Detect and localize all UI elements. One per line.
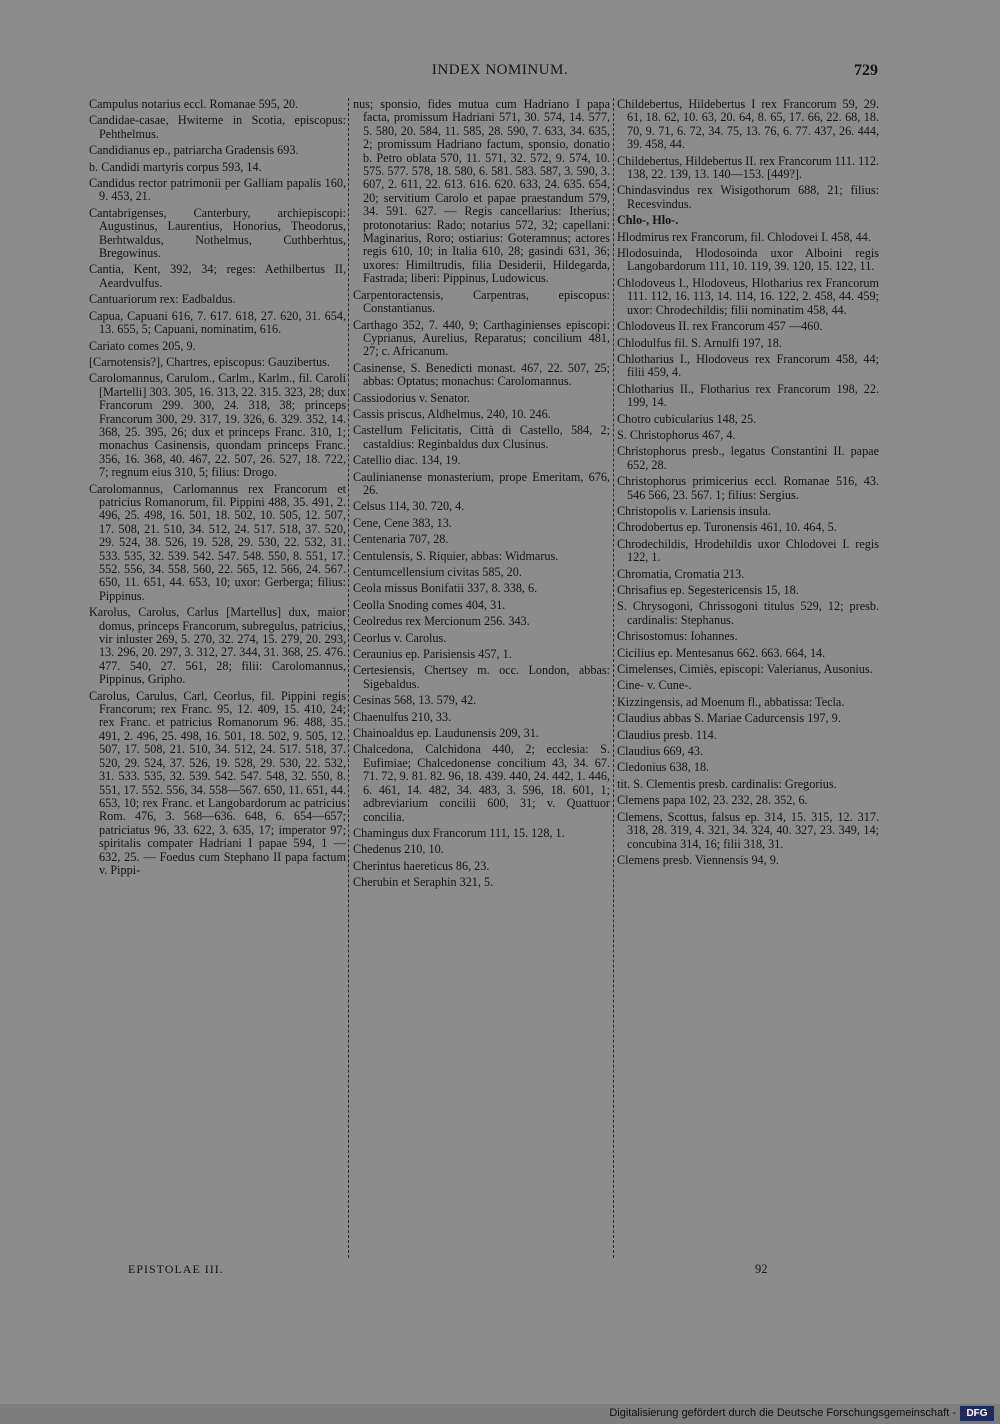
index-entry: Cassiodorius v. Senator. <box>353 390 471 405</box>
index-entry: Chlo-, Hlo-. <box>617 213 679 228</box>
index-entry: Cherubin et Seraphin 321, 5. <box>353 875 494 890</box>
column-divider <box>613 98 614 1258</box>
index-entry: Campulus notarius eccl. Romanae 595, 20. <box>89 97 299 111</box>
index-entry: Claudius presb. 114. <box>617 727 717 742</box>
index-entry: Cantuariorum rex: Eadbaldus. <box>89 292 236 307</box>
index-entry: Cine- v. Cune-. <box>617 678 692 693</box>
index-entry: Carolus, Carulus, Carl, Ceorlus, fil. Pippini regis Francorum; rex Franc. 95, 12. 409, 15. 410, 24; rex Franc. et patricius Romanorum 96. 488, 35. 491, 2. 496, 25. 498, 16. 501, 18. 502, 9. 505, 12. 507, 17. 508, 21. 510, 34. 512, 24. 517. 518, 37. 520, 29. 524, 37. 526, 19. 528, 29. 530, 22. 532, 31. 533. 535, 32. 539. 542. 547. 548, 32. 550, 8. 551, 17. 552. 556, 34. 558—567. 650, 11. 651, 44. 653, 10; rex Franc. et Langobardorum ac patricius Rom. 476, 3. 568—636. 648, 6. 654—657; patriciatus 96, 33. 622, 3. 635, 17; imperator 97; spiritalis compater Hadriani I papae 594, 1 — 632, 25. — Foedus cum Stephano II papa factum v. Pippi- <box>89 688 346 877</box>
index-entry: Carolomannus, Carlomannus rex Francorum et patricius Romanorum, fil. Pippini 488, 35. 491, 2. 496, 25. 498, 16. 501, 18. 502, 10. 505, 12. 507, 17. 508, 21. 510, 34. 512, 24. 517. 518, 37. 520, 29. 524, 38. 526, 19. 528, 29. 530, 22. 532, 31. 533. 535, 32. 539. 542. 547. 548. 550, 8. 551, 17. 552. 556, 34. 558. 560, 22. 565, 12. 566, 24. 567. 650, 11. 651, 44. 653, 10; uxor: Gerberga; filius: Pippinus. <box>89 481 346 603</box>
index-entry: Centenaria 707, 28. <box>353 532 449 547</box>
index-entry: Chamingus dux Francorum 111, 15. 128, 1. <box>353 825 565 840</box>
funding-banner <box>0 1404 1000 1424</box>
index-entry: Caulinianense monasterium, prope Emeritam, 676, 26. <box>353 469 610 497</box>
index-entry: Cesinas 568, 13. 579, 42. <box>353 693 477 708</box>
index-entry: Carthago 352, 7. 440, 9; Carthaginienses episcopi: Cyprianus, Aurelius, Reparatus; concilium 481, 27; c. Africanum. <box>353 317 610 359</box>
index-entry: Ceraunius ep. Parisiensis 457, 1. <box>353 647 512 662</box>
index-entry: Centulensis, S. Riquier, abbas: Widmarus. <box>353 548 559 563</box>
index-entry: Candidus rector patrimonii per Galliam papalis 160, 9. 453, 21. <box>89 176 346 204</box>
index-entry: Chaenulfus 210, 33. <box>353 709 452 724</box>
index-entry: Cicilius ep. Mentesanus 662. 663. 664, 14. <box>617 645 826 660</box>
index-entry: Chlodulfus fil. S. Arnulfi 197, 18. <box>617 335 782 350</box>
index-entry: tit. S. Clementis presb. cardinalis: Gregorius. <box>617 776 837 791</box>
index-column-1 <box>89 98 346 880</box>
index-entry: Kizzingensis, ad Moenum fl., abbatissa: Tecla. <box>617 694 845 709</box>
running-header <box>0 62 1000 82</box>
index-entry: Karolus, Carolus, Carlus [Martellus] dux, maior domus, princeps Francorum, subregulus, patricius, vir inluster 269, 5. 270, 32. 274, 15. 279, 20. 293, 13. 296, 20. 297, 3. 312, 27. 344, 31. 368, 25. 476. 477. 540, 27. 561, 28; filii: Carolomannus, Pippinus, Gripho. <box>89 605 346 687</box>
index-entry: Christopolis v. Lariensis insula. <box>617 503 771 518</box>
index-entry: Castellum Felicitatis, Città di Castello, 584, 2; castaldius: Reginbaldus dux Clusinus. <box>353 423 610 451</box>
index-entry: nus; sponsio, fides mutua cum Hadriano I papa facta, promissum Hadriani 571, 30. 574, 14. 577, 5. 580, 20. 584, 11. 585, 28. 590, 7. 633, 34. 635, 2; promissum Hadriano factum, sponsio, donatio b. Petro oblata 570, 11. 571, 32. 572, 9. 574, 10. 575. 577. 578, 18. 580, 6. 581. 583. 587, 3. 590, 3. 607, 2. 611, 22. 613. 616. 620. 633, 24. 635. 654, 20; servitium Carolo et papae praestandum 579, 34. 591. 627. — Regis cancellarius: Itherius; protonotarius: Rado; notarius 572, 32; capellani: Maginarius, Roro; ostiarius: Goteramnus; actores regis 610, 10; in Italia 610, 28; gasindi 631, 36; uxores: Himiltrudis, filia Desiderii, Hildegarda, Fastrada; liberi: Pippinus, Ludowicus. <box>353 97 610 286</box>
index-entry: Childebertus, Hildebertus I rex Francorum 59, 29. 61, 18. 62, 10. 63, 20. 64, 8. 65, 17. 66, 22. 68, 18. 70, 9. 71, 6. 72, 34. 75, 13. 76, 6. 77. 437, 26. 444, 39. 458, 44. <box>617 97 879 152</box>
index-entry: Ceola missus Bonifatii 337, 8. 338, 6. <box>353 581 538 596</box>
index-entry: Cantia, Kent, 392, 34; reges: Aethilbertus II, Aeardvulfus. <box>89 262 346 290</box>
index-entry: Chlotharius II., Flotharius rex Francorum 198, 22. 199, 14. <box>617 381 879 410</box>
footer-sheet-number: 92 <box>755 1262 768 1276</box>
index-entry: Cene, Cene 383, 13. <box>353 515 452 530</box>
index-entry: Certesiensis, Chertsey m. occ. London, abbas: Sigebaldus. <box>353 663 610 691</box>
index-entry: Christophorus primicerius eccl. Romanae 516, 43. 546 566, 23. 567. 1; filius: Sergius. <box>617 474 879 502</box>
page-title: INDEX NOMINUM. <box>431 62 569 78</box>
index-entry: S. Chrysogoni, Chrissogoni titulus 529, 12; presb. cardinalis: Stephanus. <box>617 599 879 627</box>
index-entry: Chainoaldus ep. Laudunensis 209, 31. <box>353 726 539 741</box>
column-divider <box>348 98 349 1258</box>
dfg-logo: DFG <box>960 1406 994 1421</box>
index-entry: Chindasvindus rex Wisigothorum 688, 21; filius: Recesvindus. <box>617 183 879 211</box>
index-entry: Candidianus ep., patriarcha Gradensis 693. <box>89 143 299 158</box>
index-entry: Chedenus 210, 10. <box>353 842 444 857</box>
index-entry: Chrisafius ep. Segestericensis 15, 18. <box>617 583 799 597</box>
index-entry: Cherintus haereticus 86, 23. <box>353 858 490 873</box>
index-entry: Chrodobertus ep. Turonensis 461, 10. 464, 5. <box>617 520 837 535</box>
index-entry: Christophorus presb., legatus Constantini II. papae 652, 28. <box>617 444 879 472</box>
index-entry: S. Christophorus 467, 4. <box>617 427 736 442</box>
index-entry: Cassis priscus, Aldhelmus, 240, 10. 246. <box>353 406 551 421</box>
index-entry: Centumcellensium civitas 585, 20. <box>353 565 522 579</box>
index-entry: Casinense, S. Benedicti monast. 467, 22. 507, 25; abbas: Optatus; monachus: Carolomannus. <box>353 360 610 389</box>
index-entry: Carpentoractensis, Carpentras, episcopus: Constantianus. <box>353 287 610 316</box>
index-entry: Clemens papa 102, 23. 232, 28. 352, 6. <box>617 793 808 808</box>
index-column-3 <box>617 98 879 870</box>
index-entry: Ceolredus rex Mercionum 256. 343. <box>353 614 530 629</box>
index-entry: Chotro cubicularius 148, 25. <box>617 411 757 426</box>
index-entry: Cledonius 638, 18. <box>617 760 710 775</box>
index-entry: Hlodosuinda, Hlodosoinda uxor Alboini regis Langobardorum 111, 10. 119, 39. 120, 15. 122, 11. <box>617 246 879 274</box>
index-entry: Candidae-casae, Hwiterne in Scotia, episcopus: Pehthelmus. <box>89 113 346 141</box>
index-entry: Clemens, Scottus, falsus ep. 314, 15. 315, 12. 317. 318, 28. 319, 4. 321, 34. 324, 40. 327, 23. 349, 14; concubina 314, 16; filii 318, 31. <box>617 809 879 851</box>
index-entry: b. Candidi martyris corpus 593, 14. <box>89 159 262 174</box>
index-entry: Chlodoveus I., Hlodoveus, Hlotharius rex Francorum 111. 112, 16. 113, 14. 114, 16. 122, 2. 458, 44. 459; uxor: Chrodechildis; filii nominatim 458, 44. <box>617 275 879 317</box>
index-entry: Cariato comes 205, 9. <box>89 338 196 353</box>
index-entry: [Carnotensis?], Chartres, episcopus: Gauzibertus. <box>89 354 330 369</box>
index-entry: Chromatia, Cromatia 213. <box>617 566 745 581</box>
index-entry: Claudius abbas S. Mariae Cadurcensis 197, 9. <box>617 711 841 726</box>
index-column-2 <box>353 98 610 893</box>
index-entry: Catellio diac. 134, 19. <box>353 453 461 468</box>
footer-signature: EPISTOLAE III. <box>128 1262 224 1276</box>
index-entry: Ceorlus v. Carolus. <box>353 630 447 645</box>
index-entry: Childebertus, Hildebertus II. rex Francorum 111. 112. 138, 22. 139, 13. 140—153. [449?]. <box>617 153 879 182</box>
index-entry: Ceolla Snoding comes 404, 31. <box>353 597 506 612</box>
index-entry: Hlodmirus rex Francorum, fil. Chlodovei I. 458, 44. <box>617 229 871 244</box>
index-entry: Capua, Capuani 616, 7. 617. 618, 27. 620, 31. 654, 13. 655, 5; Capuani, nominatim, 616. <box>89 308 346 337</box>
page-number: 729 <box>854 62 878 79</box>
index-entry: Chrodechildis, Hrodehildis uxor Chlodovei I. regis 122, 1. <box>617 536 879 565</box>
index-entry: Claudius 669, 43. <box>617 744 703 759</box>
index-entry: Chlodoveus II. rex Francorum 457 —460. <box>617 319 823 334</box>
funding-notice: Digitalisierung gefördert durch die Deutsche Forschungsgemeinschaft - <box>609 1407 956 1419</box>
index-entry: Chalcedona, Calchidona 440, 2; ecclesia: S. Eufimiae; Chalcedonense concilium 43, 34. 67. 71. 72, 9. 81. 82. 96, 18. 439. 440, 24. 442, 1. 446, 6. 461, 14. 482, 34. 483, 3. 596, 18. 601, 1; adbreviarium concilii 600, 31; v. Quattuor concilia. <box>353 742 610 824</box>
index-entry: Clemens presb. Viennensis 94, 9. <box>617 852 779 867</box>
index-entry: Cimelenses, Cimiès, episcopi: Valerianus, Ausonius. <box>617 662 873 677</box>
index-entry: Carolomannus, Carulom., Carlm., Karlm., fil. Caroli [Martelli] 303. 305, 16. 313, 22. 315. 323, 28; dux Francorum 299. 300, 24. 318, 38; princeps Francorum 300, 29. 317, 19. 326, 6. 329. 352, 14. 368, 25. 395, 26; dux et princeps Franc. 310, 1; monachus Casinensis, quondam princeps Franc. 356, 16. 368, 40. 467, 22. 507, 26. 527, 18. 722, 7; regnum eius 310, 5; filius: Drogo. <box>89 371 346 480</box>
index-entry: Chlotharius I., Hlodoveus rex Francorum 458, 44; filii 459, 4. <box>617 351 879 380</box>
index-entry: Celsus 114, 30. 720, 4. <box>353 499 465 514</box>
index-entry: Chrisostomus: Iohannes. <box>617 629 738 644</box>
index-entry: Cantabrigenses, Canterbury, archiepiscopi: Augustinus, Laurentius, Honorius, Theodorus, Berhtwaldus, Nothelmus, Cuthberhtus, Bregowinus. <box>89 205 346 261</box>
